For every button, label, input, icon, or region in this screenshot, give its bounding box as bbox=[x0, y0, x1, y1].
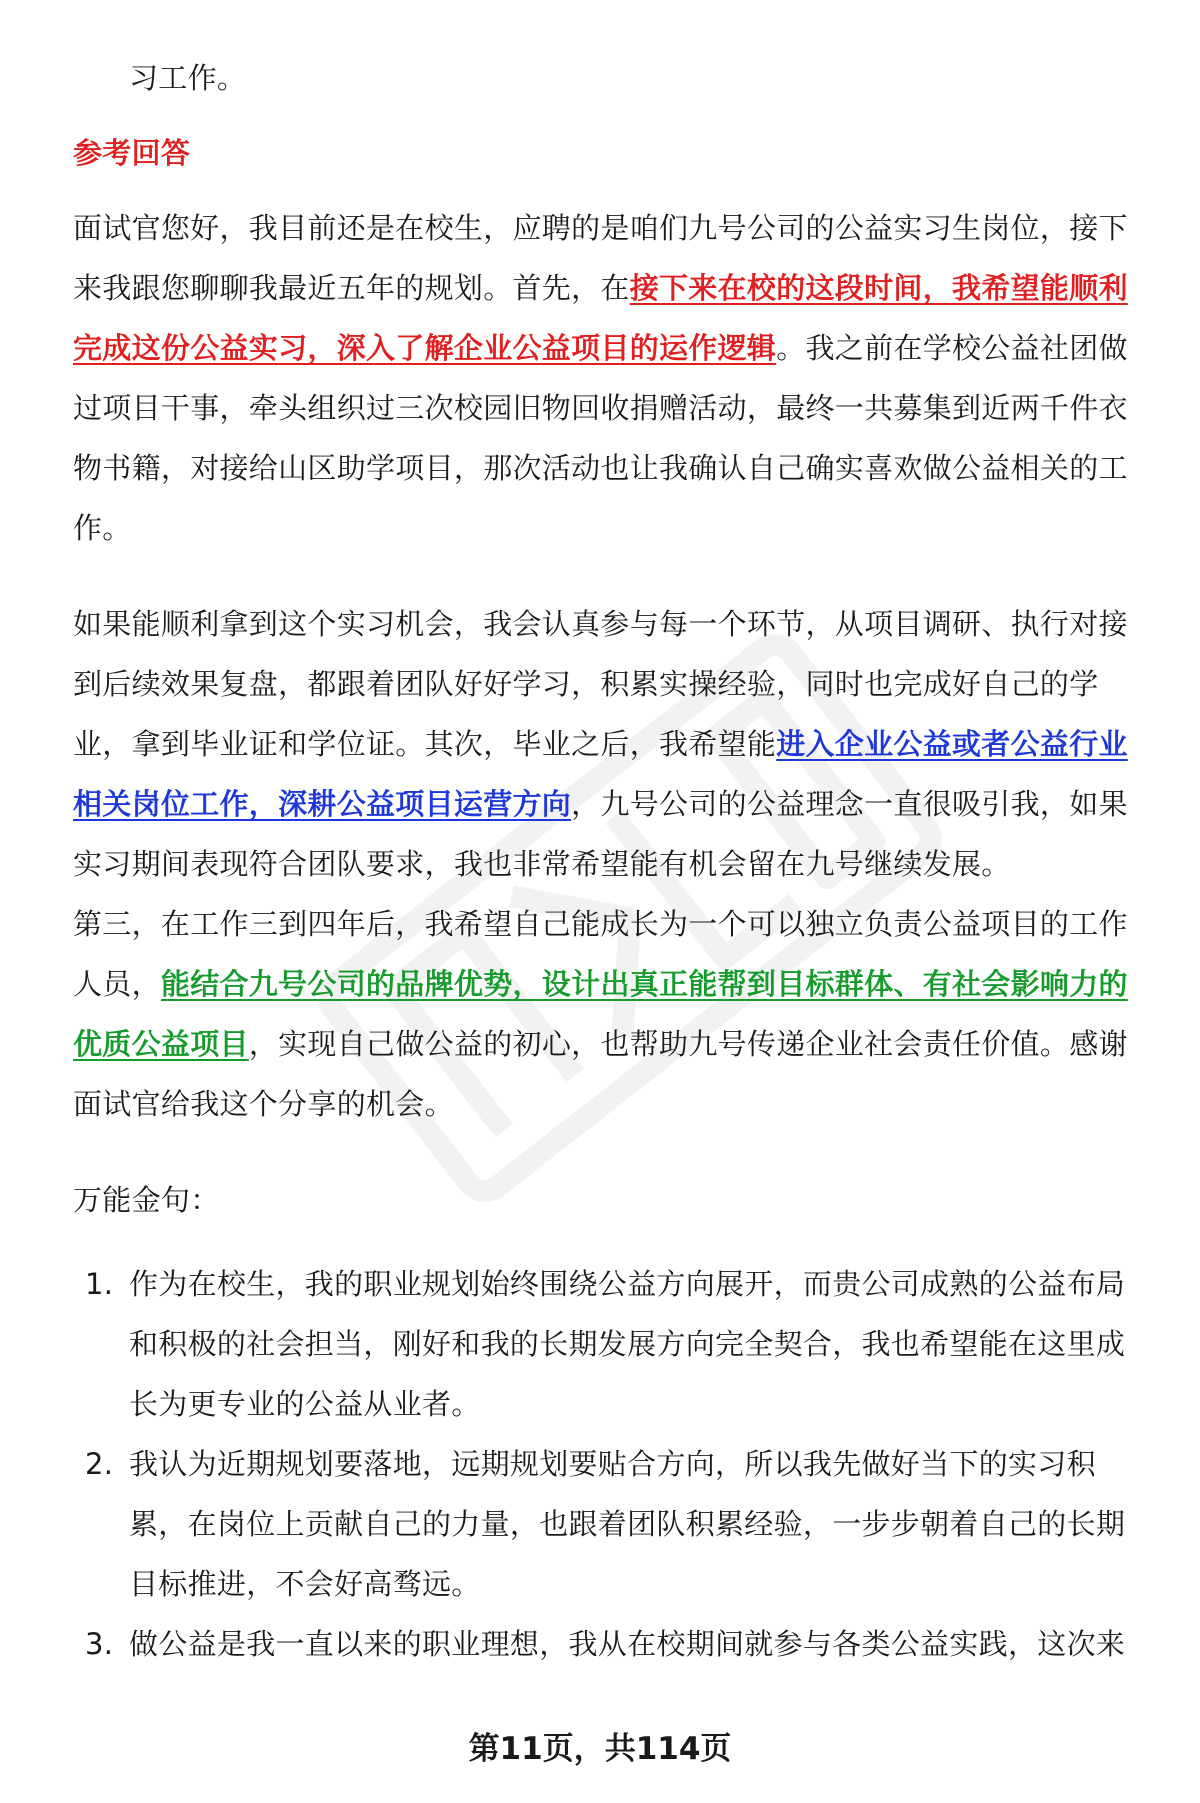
golden-sentences-list bbox=[73, 1254, 1128, 1674]
list-item-number: 2. bbox=[85, 1447, 114, 1481]
highlight-blue: 进入企业公益或者公益行业相关岗位工作，深耕公益项目运营方向 bbox=[73, 727, 1128, 821]
paragraph-text: ，九号公司的公益理念一直很吸引我，如果实习期间表现符合团队要求，我也非常希望能有机会留在九号继续发展。 bbox=[73, 787, 1128, 881]
answer-paragraph-2 bbox=[73, 594, 1128, 894]
list-item-text: 我认为近期规划要落地，远期规划要贴合方向，所以我先做好当下的实习积累，在岗位上贡献自己的力量，也跟着团队积累经验，一步步朝着自己的长期目标推进，不会好高骛远。 bbox=[129, 1447, 1126, 1601]
list-item bbox=[73, 1254, 1128, 1434]
list-item-text: 做公益是我一直以来的职业理想，我从在校期间就参与各类公益实践，这次来 bbox=[129, 1627, 1126, 1661]
paragraph-text: 。我之前在学校公益社团做过项目干事，牵头组织过三次校园旧物回收捐赠活动，最终一共募集到近两千件衣物书籍，对接给山区助学项目，那次活动也让我确认自己确实喜欢做公益相关的工作。 bbox=[73, 331, 1128, 545]
list-item-text: 作为在校生，我的职业规划始终围绕公益方向展开，而贵公司成熟的公益布局和积极的社会担当，刚好和我的长期发展方向完全契合，我也希望能在这里成长为更专业的公益从业者。 bbox=[129, 1267, 1126, 1421]
paragraph-text: 第三，在工作三到四年后，我希望自己能成长为一个可以独立负责公益项目的工作人员， bbox=[73, 907, 1128, 1001]
list-item bbox=[73, 1614, 1128, 1674]
list-item-number: 3. bbox=[85, 1627, 114, 1661]
page-footer: 第11页，共114页 bbox=[468, 1731, 732, 1767]
answer-paragraph-1 bbox=[73, 198, 1128, 558]
list-item bbox=[73, 1434, 1128, 1614]
highlight-red: 接下来在校的这段时间，我希望能顺利完成这份公益实习，深入了解企业公益项目的运作逻辑 bbox=[73, 271, 1128, 365]
answer-paragraph-3 bbox=[73, 894, 1128, 1134]
golden-sentences-title: 万能金句： bbox=[73, 1183, 220, 1217]
continuation-text: 习工作。 bbox=[129, 61, 247, 95]
list-item-number: 1. bbox=[85, 1267, 114, 1301]
highlight-green: 能结合九号公司的品牌优势，设计出真正能帮到目标群体、有社会影响力的优质公益项目 bbox=[73, 967, 1128, 1061]
paragraph-text: 如果能顺利拿到这个实习机会，我会认真参与每一个环节，从项目调研、执行对接到后续效果复盘，都跟着团队好好学习，积累实操经验，同时也完成好自己的学业，拿到毕业证和学位证。其次，毕业之后，我希望能 bbox=[73, 607, 1128, 761]
section-heading: 参考回答 bbox=[73, 136, 191, 170]
paragraph-text: 面试官您好，我目前还是在校生，应聘的是咱们九号公司的公益实习生岗位，接下来我跟您聊聊我最近五年的规划。首先，在 bbox=[73, 211, 1128, 305]
paragraph-text: ，实现自己做公益的初心，也帮助九号传递企业社会责任价值。感谢面试官给我这个分享的机会。 bbox=[73, 1027, 1128, 1121]
